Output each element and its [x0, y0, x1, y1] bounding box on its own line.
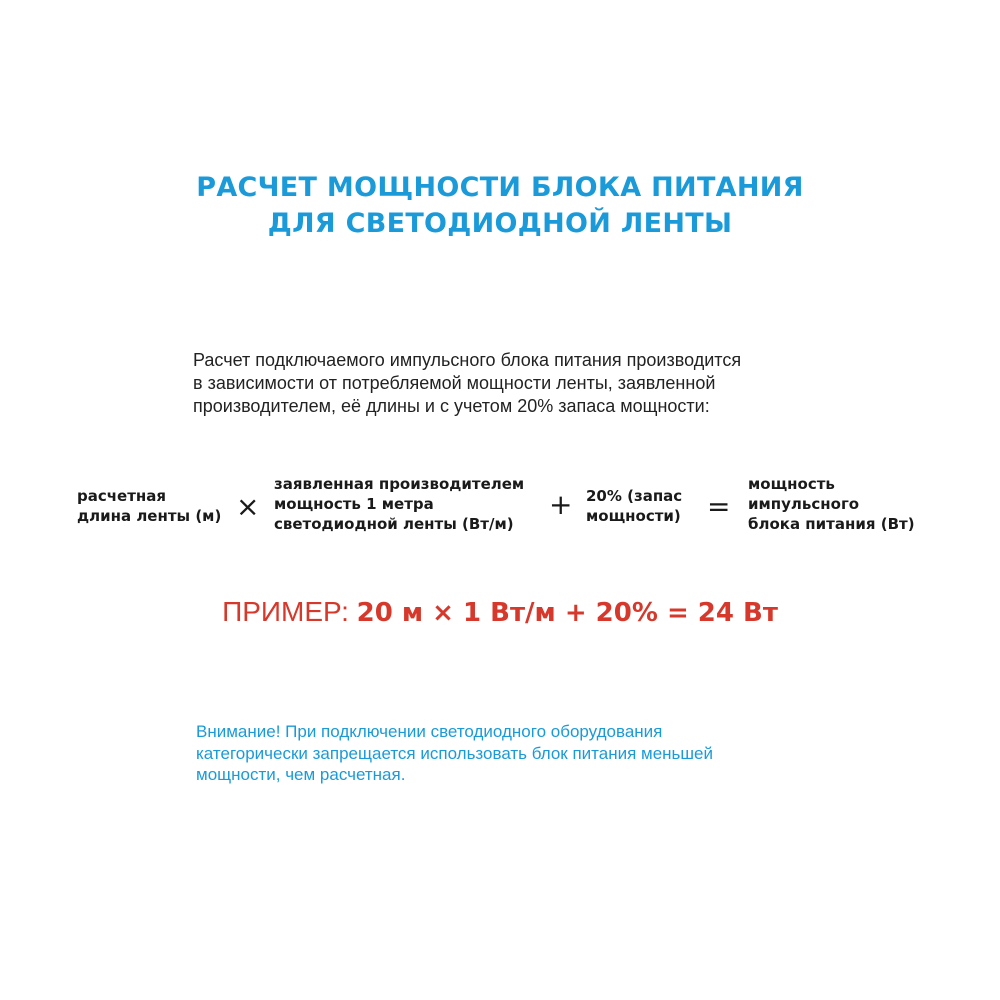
formula-term-result-line-3: блока питания (Вт)	[748, 515, 915, 533]
formula-term-reserve-line-2: мощности)	[586, 507, 681, 525]
warning-line-1: Внимание! При подключении светодиодного оборудования	[196, 722, 663, 741]
intro-line-2: в зависимости от потребляемой мощности ленты, заявленной	[193, 373, 716, 393]
formula-term-power-line-2: мощность 1 метра	[274, 495, 434, 513]
example-label: ПРИМЕР:	[222, 596, 349, 627]
intro-line-3: производителем, её длины и с учетом 20% запаса мощности:	[193, 396, 710, 416]
equals-sign: =	[707, 490, 731, 523]
formula-term-result-line-1: мощность	[748, 475, 835, 493]
multiply-sign: ×	[236, 490, 260, 523]
formula-term-length	[77, 486, 221, 526]
plus-sign: +	[549, 488, 573, 521]
example-line	[0, 594, 1000, 631]
warning-note	[196, 721, 836, 786]
formula-term-result-line-2: импульсного	[748, 495, 860, 513]
warning-line-2: категорически запрещается использовать блок питания меньшей	[196, 743, 714, 763]
formula-term-reserve-line-1: 20% (запас	[586, 487, 683, 505]
page-title-line-2: ДЛЯ СВЕТОДИОДНОЙ ЛЕНТЫ	[267, 208, 733, 239]
formula-term-length-line-1: расчетная	[77, 487, 167, 505]
formula-term-power-per-meter	[274, 474, 524, 534]
intro-paragraph	[193, 349, 833, 418]
example-formula: 20 м × 1 Вт/м + 20% = 24 Вт	[356, 598, 778, 628]
intro-line-1: Расчет подключаемого импульсного блока питания производится	[193, 350, 742, 370]
formula-term-result	[748, 474, 915, 534]
page-title-line-1: РАСЧЕТ МОЩНОСТИ БЛОКА ПИТАНИЯ	[196, 172, 804, 203]
formula-term-reserve	[586, 486, 682, 526]
formula-term-power-line-3: светодиодной ленты (Вт/м)	[274, 515, 514, 533]
page-title	[0, 170, 1000, 242]
formula-term-power-line-1: заявленная производителем	[274, 475, 525, 493]
warning-line-3: мощности, чем расчетная.	[196, 765, 406, 784]
formula-term-length-line-2: длина ленты (м)	[77, 507, 222, 525]
